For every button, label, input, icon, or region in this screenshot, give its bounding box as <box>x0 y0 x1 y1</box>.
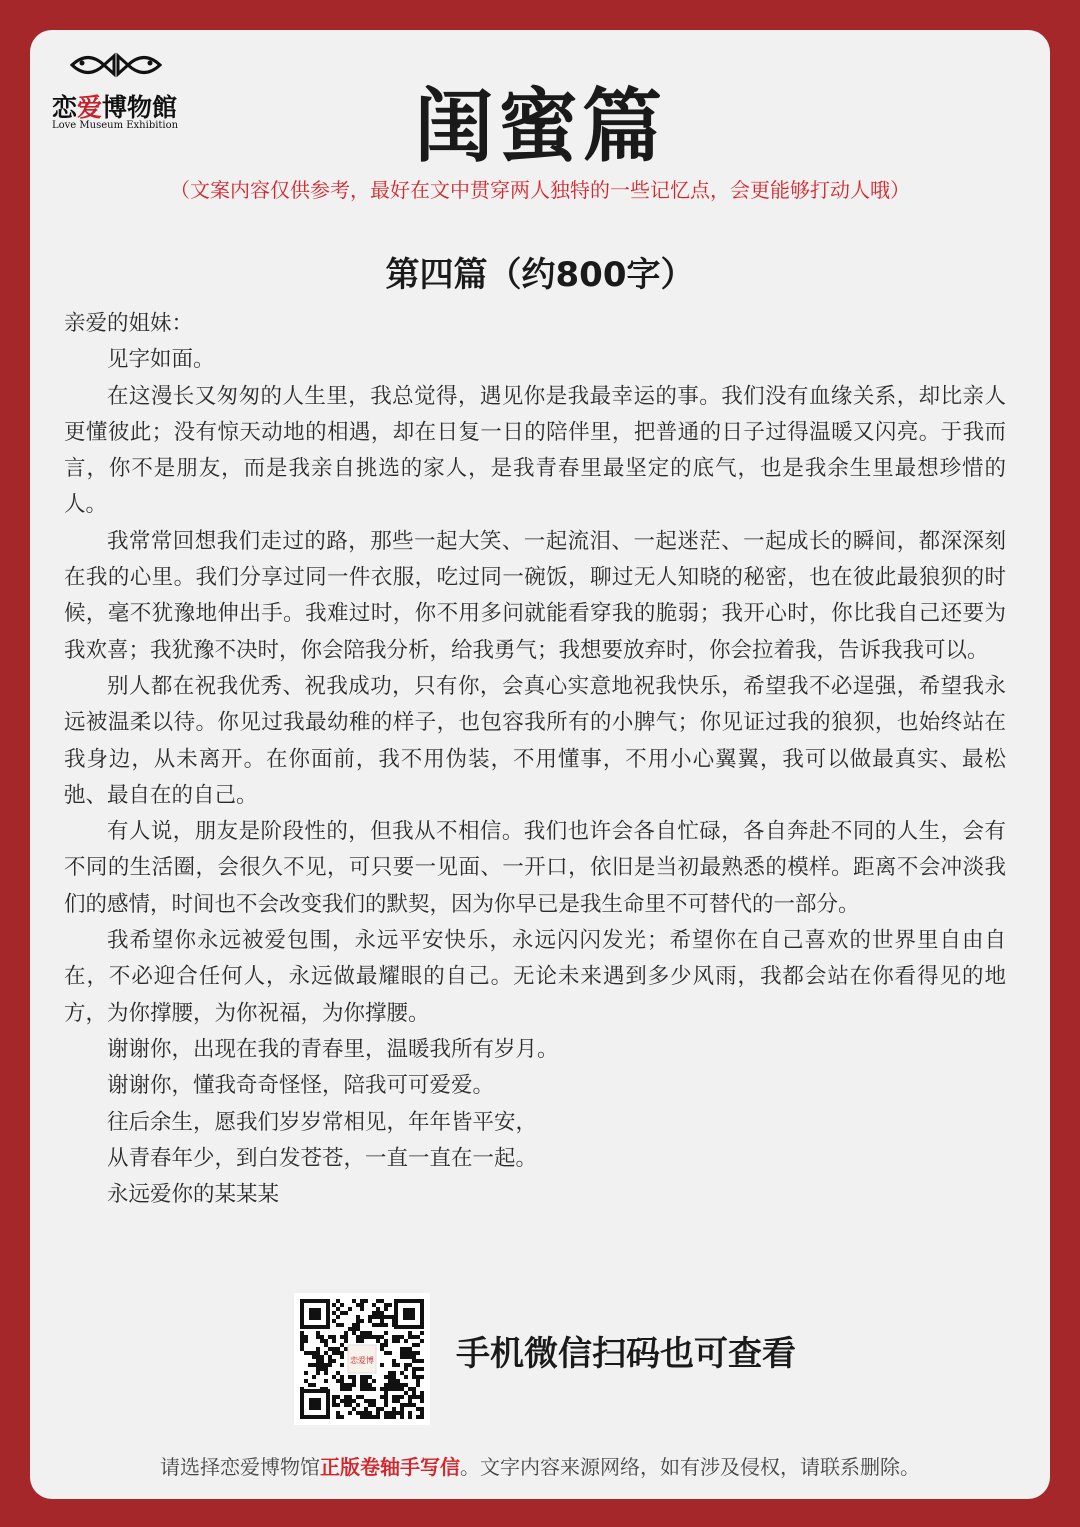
page-title: 闺蜜篇 <box>414 79 666 173</box>
page-note: （文案内容仅供参考，最好在文中贯穿两人独特的一些记忆点，会更能够打动人哦） <box>170 178 910 202</box>
letter-paragraph: 在这漫长又匆匆的人生里，我总觉得，遇见你是我最幸运的事。我们没有血缘关系，却比亲人更懂彼此；没有惊天动地的相遇，却在日复一日的陪伴里，把普通的日子过得温暖又闪亮。于我而言，你不是朋友，而是我亲自挑选的家人，是我青春里最坚定的底气，也是我余生里最想珍惜的人。 <box>64 383 1006 518</box>
brand-name: 恋爱博物館 <box>52 93 178 122</box>
qr-code[interactable] <box>294 1293 430 1425</box>
letter-paragraph: 见字如面。 <box>107 347 215 373</box>
letter-paragraph: 谢谢你，懂我奇奇怪怪，陪我可可爱爱。 <box>107 1073 495 1099</box>
letter-paragraph: 我希望你永远被爱包围，永远平安快乐，永远闪闪发光；希望你在自己喜欢的世界里自由自在，不必迎合任何人，永远做最耀眼的自己。无论未来遇到多少风雨，我都会站在你看得见的地方，为你撑腰，为你祝福，为你撑腰。 <box>64 928 1006 1026</box>
qr-code-icon <box>294 1293 430 1425</box>
letter-paragraph: 往后余生，愿我们岁岁常相见，年年皆平安， <box>107 1109 538 1135</box>
brand-subtitle: Love Museum Exhibition <box>52 120 179 131</box>
letter-paragraph: 谢谢你，出现在我的青春里，温暖我所有岁月。 <box>107 1036 559 1062</box>
qr-center-label: 恋爱博 <box>350 1356 374 1365</box>
letter-paragraph: 有人说，朋友是阶段性的，但我从不相信。我们也许会各自忙碌，各自奔赴不同的人生，会有不同的生活圈，会很久不见，可只要一见面、一开口，依旧是当初最熟悉的模样。距离不会冲淡我们的感情，时间也不会改变我们的默契，因为你早已是我生命里不可替代的一部分。 <box>64 819 1006 917</box>
letter-signature: 永远爱你的某某某 <box>107 1182 280 1208</box>
letter-paragraph: 别人都在祝我优秀、祝我成功，只有你，会真心实意地祝我快乐，希望我不必逞强，希望我永远被温柔以待。你见过我最幼稚的样子，也包容我所有的小脾气；你见证过我的狼狈，也始终站在我身边，从未离开。在你面前，我不用伪装，不用懂事，不用小心翼翼，我可以做最真实、最松弛、最自在的自己。 <box>64 673 1006 808</box>
footer-highlight: 正版卷轴手写信 <box>320 1455 460 1479</box>
footer-notice: 请选择恋爱博物馆正版卷轴手写信。文字内容来源网络，如有涉及侵权，请联系删除。 <box>160 1455 920 1479</box>
fish-logo-icon <box>68 50 168 80</box>
letter-body <box>64 306 1006 1213</box>
qr-caption: 手机微信扫码也可查看 <box>456 1334 796 1374</box>
letter-paragraph: 我常常回想我们走过的路，那些一起大笑、一起流泪、一起迷茫、一起成长的瞬间，都深深刻在我的心里。我们分享过同一件衣服，吃过同一碗饭，聊过无人知晓的秘密，也在彼此最狼狈的时候，毫不犹豫地伸出手。我难过时，你不用多问就能看穿我的脆弱；我开心时，你比我自己还要为我欢喜；我犹豫不决时，你会陪我分析，给我勇气；我想要放弃时，你会拉着我，告诉我我可以。 <box>64 528 1006 663</box>
page-card <box>30 30 1050 1499</box>
section-title: 第四篇（约800字） <box>385 255 695 295</box>
letter-salutation: 亲爱的姐妹： <box>64 311 194 336</box>
letter-paragraph: 从青春年少，到白发苍苍，一直一直在一起。 <box>107 1145 538 1171</box>
